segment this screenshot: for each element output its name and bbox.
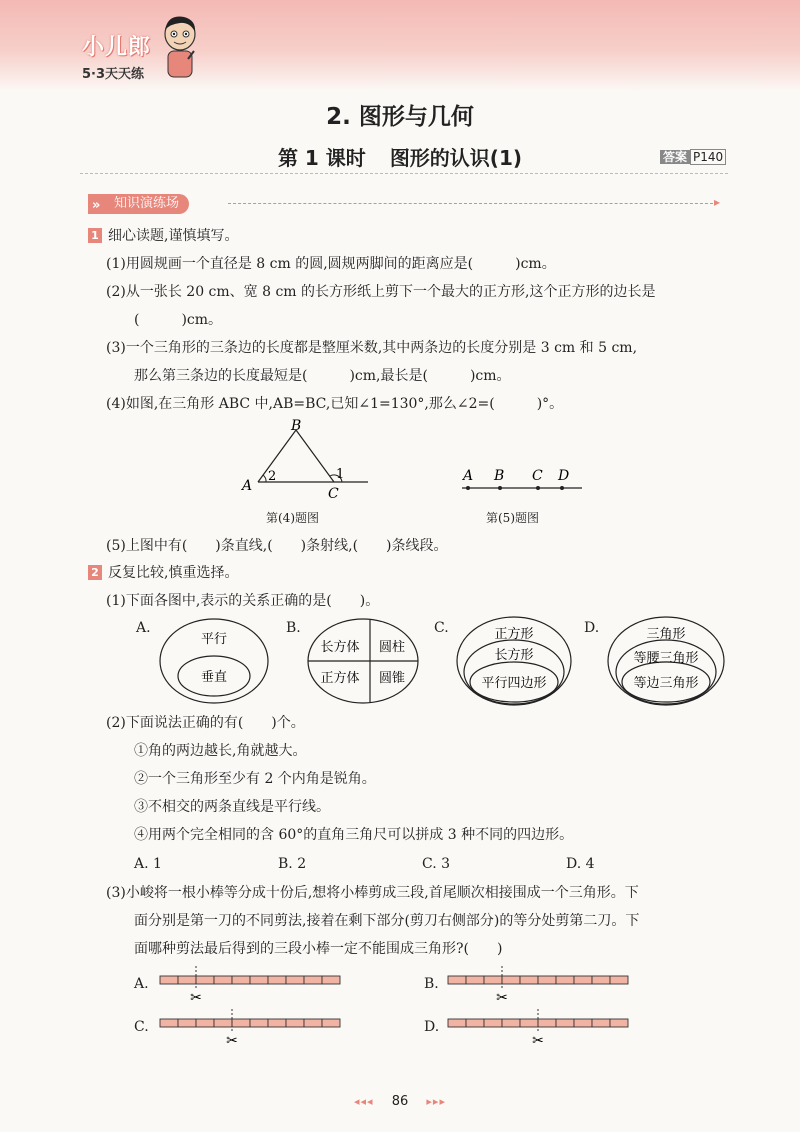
stick-segment (502, 1019, 520, 1027)
stick-diagram-b (444, 964, 634, 1004)
choice-b: B. 2 (278, 856, 307, 872)
answer-key-page: P140 (690, 149, 726, 165)
option-c-letter: C. (434, 620, 449, 636)
point-b-label: B (494, 468, 505, 484)
point-b-label: B (291, 418, 302, 434)
scissors-icon: ✂ (496, 990, 508, 1004)
label-isosceles-triangle: 等腰三角形 (633, 651, 699, 666)
stick-segment (196, 1019, 214, 1027)
stick-segment (574, 976, 592, 984)
q1-heading (88, 227, 238, 245)
stick-segment (250, 976, 268, 984)
label-triangle: 三角形 (646, 627, 686, 642)
stick-segment (538, 976, 556, 984)
stick-segment (556, 1019, 574, 1027)
arrow-right-icon: ▸ (714, 195, 721, 209)
point-a-label: A (463, 468, 474, 484)
label-parallel: 平行 (200, 632, 228, 647)
venn-diagram-a (158, 616, 270, 706)
venn-diagram-d (604, 614, 728, 708)
page-footer (0, 1094, 800, 1109)
stick-diagram-c (156, 1007, 346, 1051)
section-bar (88, 194, 728, 214)
q1-item-2-cont: ( )cm。 (134, 312, 223, 328)
stick-segment (484, 1019, 502, 1027)
point-c-label: C (532, 468, 543, 484)
page-number: 86 (391, 1094, 409, 1109)
choice-c: C. 3 (422, 856, 451, 872)
stick-segment (286, 1019, 304, 1027)
point-c-label: C (328, 486, 339, 500)
stick-segment (448, 976, 466, 984)
fig5-caption: 第(5)题图 (486, 511, 539, 525)
stick-segment (250, 1019, 268, 1027)
scissors-icon: ✂ (226, 1033, 238, 1049)
venn-diagram-c (454, 614, 574, 708)
q1-badge: 1 (88, 228, 102, 243)
brand-series: 5·3天天练 (82, 67, 145, 82)
label-equilateral-triangle: 等边三角形 (633, 676, 699, 691)
label-rectangle: 长方形 (494, 648, 534, 663)
stick-diagram-d (444, 1007, 634, 1051)
label-cylinder: 圆柱 (378, 640, 406, 655)
stick-segment (574, 1019, 592, 1027)
stick-segment (160, 976, 178, 984)
point-d-label: D (558, 468, 570, 484)
choice-a: A. 1 (134, 856, 162, 872)
option-a-letter: A. (136, 620, 151, 636)
statement-2: ②一个三角形至少有 2 个内角是锐角。 (134, 771, 376, 787)
brand-logo (82, 30, 151, 82)
stick-segment (556, 976, 574, 984)
q2-part1: (1)下面各图中,表示的关系正确的是( )。 (106, 593, 380, 609)
cut-option-a-letter: A. (134, 976, 149, 992)
scissors-icon: ✂ (532, 1033, 544, 1049)
stick-segment (592, 976, 610, 984)
stick-segment (322, 976, 340, 984)
stick-segment (196, 976, 214, 984)
choice-d: D. 4 (566, 856, 595, 872)
q1-title: 细心读题,谨慎填写。 (108, 228, 239, 244)
q1-item-4: (4)如图,在三角形 ABC 中,AB=BC,已知∠1=130°,那么∠2=( )°。 (106, 396, 564, 412)
stick-segment (538, 1019, 556, 1027)
section-tag-text: 知识演练场 (114, 196, 180, 211)
label-cone: 圆锥 (378, 671, 406, 686)
stick-segment (502, 976, 520, 984)
q2-heading (88, 564, 238, 582)
stick-segment (214, 1019, 232, 1027)
stick-segment (268, 976, 286, 984)
stick-segment (160, 1019, 178, 1027)
stick-segment (322, 1019, 340, 1027)
triangle-figure (236, 418, 376, 500)
stick-segment (286, 976, 304, 984)
stick-segment (232, 976, 250, 984)
stick-diagram-a (156, 964, 346, 1004)
label-perpendicular: 垂直 (200, 670, 228, 685)
q1-item-3: (3)一个三角形的三条边的长度都是整厘米数,其中两条边的长度分别是 3 cm 和 5 cm, (106, 340, 638, 356)
triple-arrow-left-icon: ◂◂◂ (354, 1095, 374, 1108)
statement-4: ④用两个完全相同的含 60°的直角三角尺可以拼成 3 种不同的四边形。 (134, 827, 574, 843)
answer-key-ref (660, 148, 726, 165)
section-dash-line (228, 203, 718, 204)
label-parallelogram: 平行四边形 (481, 676, 547, 691)
stick-segment (268, 1019, 286, 1027)
lesson-number: 第 1 课时 (277, 146, 366, 170)
lesson-title: 图形的认识(1) (389, 146, 523, 170)
angle-1-label: 1 (336, 467, 345, 482)
stick-segment (466, 976, 484, 984)
q2-badge: 2 (88, 565, 102, 580)
stick-segment (520, 976, 538, 984)
option-d-letter: D. (584, 620, 600, 636)
label-cube: 正方体 (320, 671, 360, 686)
q2-title: 反复比较,慎重选择。 (108, 565, 239, 581)
scissors-icon: ✂ (190, 990, 202, 1004)
label-square: 正方形 (494, 627, 534, 642)
q1-item-2: (2)从一张长 20 cm、宽 8 cm 的长方形纸上剪下一个最大的正方形,这个正方形的边长是 (106, 284, 656, 300)
stick-segment (466, 1019, 484, 1027)
q1-item-1: (1)用圆规画一个直径是 8 cm 的圆,圆规两脚间的距离应是( )cm。 (106, 256, 556, 272)
stick-segment (178, 1019, 196, 1027)
fig4-caption: 第(4)题图 (266, 511, 319, 525)
stick-segment (304, 1019, 322, 1027)
q2-part3-line3: 面哪种剪法最后得到的三段小棒一定不能围成三角形?( ) (134, 941, 503, 957)
cut-option-b-letter: B. (424, 976, 439, 992)
option-b-letter: B. (286, 620, 301, 636)
section-tag (88, 194, 189, 214)
venn-diagram-b (306, 616, 420, 706)
q2-part3-line2: 面分别是第一刀的不同剪法,接着在剩下部分(剪刀右侧部分)的等分处剪第二刀。下 (134, 913, 640, 929)
stick-segment (520, 1019, 538, 1027)
stick-segment (592, 1019, 610, 1027)
cut-option-c-letter: C. (134, 1019, 149, 1035)
mascot-icon (160, 14, 200, 80)
answer-key-label: 答案 (660, 150, 690, 164)
q1-item-3-cont: 那么第三条边的长度最短是( )cm,最长是( )cm。 (134, 368, 511, 384)
brand-name: 小儿郎 (82, 35, 152, 60)
stick-segment (178, 976, 196, 984)
q2-part2: (2)下面说法正确的有( )个。 (106, 715, 305, 731)
stick-segment (304, 976, 322, 984)
triple-arrow-right-icon: ▸▸▸ (426, 1095, 446, 1108)
statement-1: ①角的两边越长,角就越大。 (134, 743, 307, 759)
stick-segment (484, 976, 502, 984)
cut-option-d-letter: D. (424, 1019, 440, 1035)
stick-segment (610, 976, 628, 984)
angle-2-label: 2 (268, 469, 277, 484)
title-divider (80, 173, 728, 174)
double-chevron-icon: » (92, 198, 101, 213)
label-cuboid: 长方体 (320, 640, 360, 655)
stick-segment (214, 976, 232, 984)
statement-3: ③不相交的两条直线是平行线。 (134, 799, 330, 815)
point-a-label: A (242, 478, 253, 494)
chapter-title: 2. 图形与几何 (326, 104, 474, 130)
stick-segment (232, 1019, 250, 1027)
q1-item-5: (5)上图中有( )条直线,( )条射线,( )条线段。 (106, 538, 448, 554)
points-line-figure (458, 462, 588, 502)
stick-segment (610, 1019, 628, 1027)
stick-segment (448, 1019, 466, 1027)
q2-part3-line1: (3)小峻将一根小棒等分成十份后,想将小棒剪成三段,首尾顺次相接围成一个三角形。下 (106, 885, 639, 901)
